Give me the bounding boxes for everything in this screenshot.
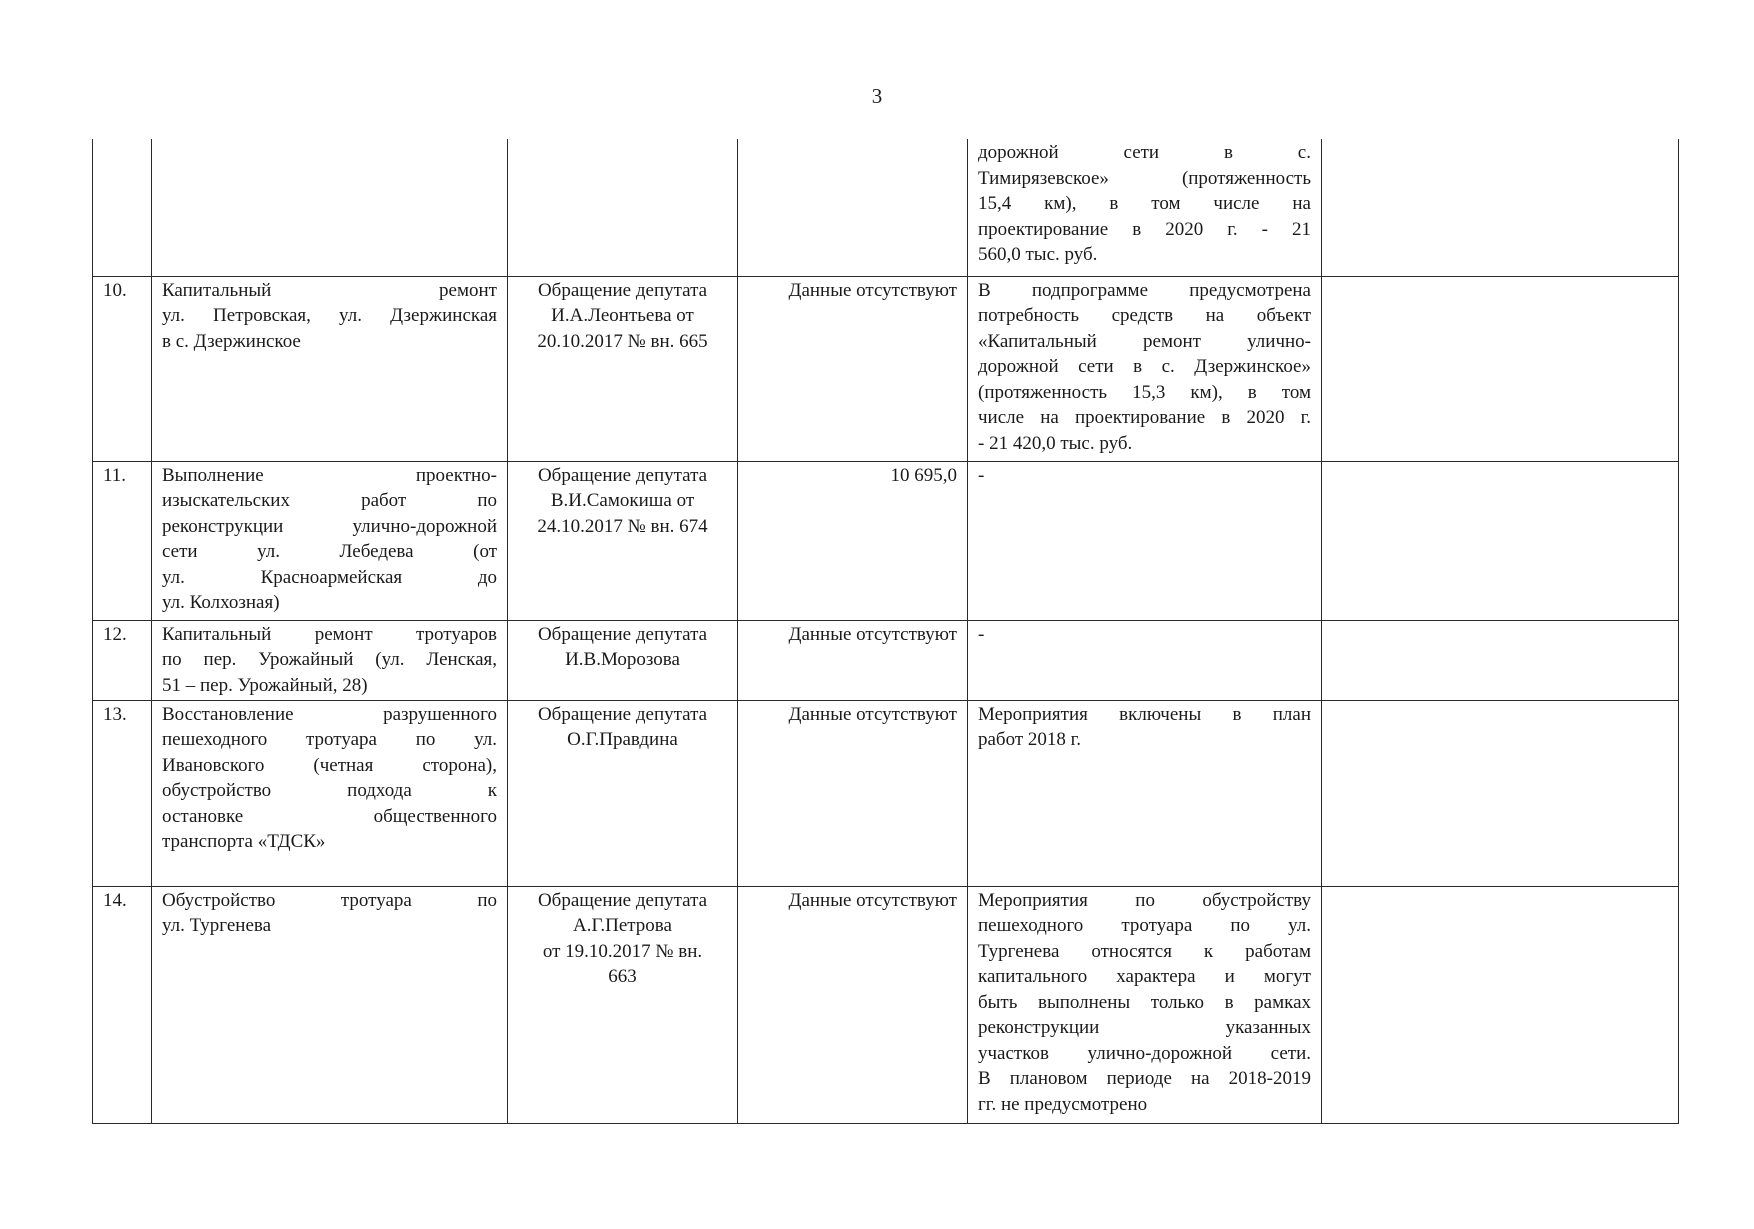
source-cell — [508, 700, 738, 886]
response-cell — [968, 700, 1322, 886]
response-line: реконструкции указанных — [978, 1017, 1311, 1038]
work-line: Капитальный ремонт — [162, 279, 497, 301]
work-cell — [152, 461, 508, 620]
work-line: ул. Тургенева — [162, 915, 272, 936]
source-line: В.И.Самокиша от — [550, 490, 695, 511]
source-line: 24.10.2017 № вн. 674 — [537, 515, 708, 537]
table-row — [93, 139, 1679, 276]
response-cell — [968, 620, 1322, 700]
row-number: 14. — [93, 886, 152, 1123]
source-line: Обращение депутата — [537, 279, 708, 301]
work-line: реконструкции улично-дорожной — [162, 515, 497, 537]
work-line: в с. Дзержинское — [162, 330, 301, 352]
table-row — [93, 700, 1679, 886]
note-cell — [1322, 461, 1679, 620]
note-cell — [1322, 886, 1679, 1123]
source-line: Обращение депутата — [537, 464, 708, 486]
response-cell — [968, 886, 1322, 1123]
response-line: - — [978, 464, 985, 486]
work-line: 51 – пер. Урожайный, 28) — [162, 674, 368, 696]
amount-cell: Данные отсутствуют — [738, 620, 968, 700]
amount-cell: 10 695,0 — [738, 461, 968, 620]
work-line: Обустройство тротуара по — [162, 889, 497, 911]
work-line: изыскательских работ по — [162, 490, 497, 511]
response-line: дорожной сети в с. Дзержинское» — [978, 356, 1311, 377]
source-line: И.В.Морозова — [565, 649, 680, 670]
note-cell — [1322, 620, 1679, 700]
source-cell — [508, 461, 738, 620]
source-cell — [508, 886, 738, 1123]
response-line: потребность средств на объект — [978, 305, 1311, 326]
work-cell — [152, 700, 508, 886]
source-line: 663 — [608, 966, 637, 987]
note-cell — [1322, 276, 1679, 461]
work-line: Выполнение проектно- — [162, 464, 497, 486]
response-line: Тимирязевское» (протяженность — [978, 167, 1311, 189]
work-line: обустройство подхода к — [162, 780, 497, 801]
response-line: «Капитальный ремонт улично- — [978, 330, 1311, 352]
response-line: В подпрограмме предусмотрена — [978, 279, 1311, 301]
response-line: работ 2018 г. — [978, 729, 1082, 750]
source-line: О.Г.Правдина — [567, 729, 678, 750]
work-cell — [152, 139, 508, 276]
work-line: ул. Колхозная) — [162, 592, 280, 613]
work-line: остановке общественного — [162, 805, 497, 827]
source-line: Обращение депутата — [537, 703, 708, 725]
source-cell — [508, 620, 738, 700]
response-line: гг. не предусмотрено — [978, 1093, 1148, 1115]
row-number: 12. — [93, 620, 152, 700]
response-line: 560,0 тыс. руб. — [978, 244, 1098, 265]
source-line: от 19.10.2017 № вн. — [542, 940, 703, 962]
row-number: 10. — [93, 276, 152, 461]
source-line: А.Г.Петрова — [573, 915, 672, 936]
response-line: капитального характера и могут — [978, 966, 1311, 987]
appeals-table — [92, 139, 1679, 1124]
source-cell — [508, 276, 738, 461]
response-line: 15,4 км), в том числе на — [978, 193, 1311, 214]
work-line: ул. Красноармейская до — [162, 566, 497, 588]
work-cell — [152, 276, 508, 461]
work-line: Восстановление разрушенного — [162, 703, 497, 725]
response-line: пешеходного тротуара по ул. — [978, 915, 1311, 936]
page-number: 3 — [871, 84, 883, 108]
table-row — [93, 886, 1679, 1123]
work-cell — [152, 620, 508, 700]
work-line: Капитальный ремонт тротуаров — [162, 623, 497, 645]
source-cell — [508, 139, 738, 276]
work-line: Ивановского (четная сторона), — [162, 754, 497, 776]
amount-cell: Данные отсутствуют — [738, 276, 968, 461]
table-row — [93, 461, 1679, 620]
work-line: транспорта «ТДСК» — [162, 831, 326, 852]
amount-cell: Данные отсутствуют — [738, 700, 968, 886]
table-body — [93, 139, 1679, 1123]
row-number: 11. — [93, 461, 152, 620]
amount-cell: Данные отсутствуют — [738, 886, 968, 1123]
response-line: (протяженность 15,3 км), в том — [978, 381, 1311, 403]
response-line: - — [978, 623, 985, 645]
row-number: 13. — [93, 700, 152, 886]
response-line: - 21 420,0 тыс. руб. — [978, 432, 1133, 454]
source-line: И.А.Леонтьева от — [551, 305, 694, 326]
response-line: дорожной сети в с. — [978, 142, 1311, 163]
row-number — [93, 139, 152, 276]
response-cell — [968, 139, 1322, 276]
response-cell — [968, 276, 1322, 461]
response-cell — [968, 461, 1322, 620]
note-cell — [1322, 700, 1679, 886]
response-line: числе на проектирование в 2020 г. — [978, 407, 1311, 428]
response-line: Мероприятия включены в план — [978, 703, 1311, 725]
source-line: Обращение депутата — [537, 889, 708, 911]
work-line: сети ул. Лебедева (от — [162, 541, 497, 562]
table-row — [93, 276, 1679, 461]
work-line: по пер. Урожайный (ул. Ленская, — [162, 649, 497, 670]
source-line: 20.10.2017 № вн. 665 — [537, 330, 708, 352]
response-line: В плановом периоде на 2018-2019 — [978, 1068, 1311, 1089]
response-line: Тургенева относятся к работам — [978, 940, 1311, 962]
response-line: проектирование в 2020 г. - 21 — [978, 218, 1311, 240]
work-cell — [152, 886, 508, 1123]
work-line: пешеходного тротуара по ул. — [162, 729, 497, 750]
response-line: Мероприятия по обустройству — [978, 889, 1311, 911]
amount-cell — [738, 139, 968, 276]
response-line: быть выполнены только в рамках — [978, 991, 1311, 1013]
source-line: Обращение депутата — [537, 623, 708, 645]
table-row — [93, 620, 1679, 700]
work-line: ул. Петровская, ул. Дзержинская — [162, 305, 497, 326]
note-cell — [1322, 139, 1679, 276]
response-line: участков улично-дорожной сети. — [978, 1042, 1311, 1064]
